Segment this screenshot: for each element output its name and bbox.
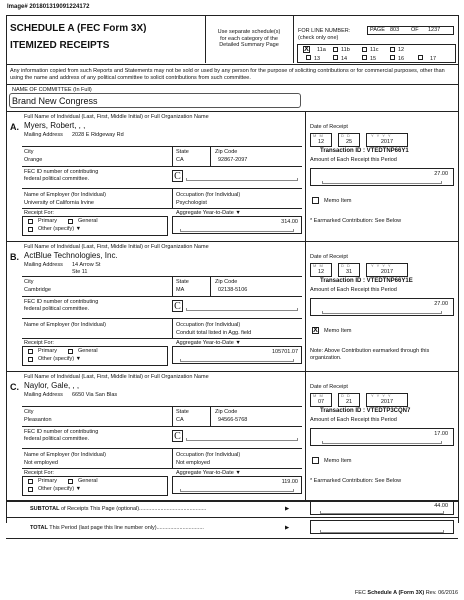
general-checkbox[interactable] [68, 219, 73, 224]
total-arrow: ▶ [285, 525, 290, 531]
receipt-day: 31 [345, 269, 353, 275]
state-label: State [176, 149, 189, 155]
receipt-month: 07 [317, 399, 325, 405]
employer-value: University of California Irvine [24, 200, 94, 206]
month-hint: M M [313, 263, 324, 268]
city-value: Pleasanton [24, 417, 52, 423]
contributor-name: Myers, Robert, , , [24, 121, 86, 130]
entry-letter: C. [10, 382, 19, 392]
month-hint: M M [313, 393, 324, 398]
receipt-for-label: Receipt For: [24, 340, 54, 346]
amount-value: 27.00 [434, 301, 448, 307]
amount-label: Amount of Each Receipt this Period [310, 287, 397, 293]
line-11c-checkbox[interactable] [362, 47, 367, 52]
mailing-label: Mailing Address [24, 392, 63, 398]
fec-id-label-1: FEC ID number of contributing [24, 429, 99, 435]
memo-checkbox[interactable] [312, 197, 319, 204]
line-12-label: 12 [398, 47, 405, 53]
amount-value: 17.00 [434, 431, 448, 437]
general-label: General [78, 218, 98, 224]
fec-id-c-box: C [172, 170, 183, 182]
line-14-label: 14 [341, 56, 348, 62]
subtotal-value: 44.00 [434, 503, 448, 509]
zip-value: 94566-5768 [218, 417, 248, 423]
line-14-checkbox[interactable] [333, 55, 338, 60]
receipt-for-label: Receipt For: [24, 210, 54, 216]
month-hint: M M [313, 133, 324, 138]
occupation-label: Occupation (for Individual) [176, 452, 241, 458]
line-11b-label: 11b [341, 47, 350, 53]
fec-id-label-1: FEC ID number of contributing [24, 299, 99, 305]
check-one-label: (check only one) [298, 35, 339, 41]
subtotal-label: SUBTOTAL of Receipts This Page (optional)............................................ [30, 506, 207, 512]
city-value: Orange [24, 157, 43, 163]
receipt-year: 2017 [380, 139, 394, 145]
day-hint: D D [341, 133, 351, 138]
zip-label: Zip Code [215, 279, 238, 285]
full-name-label: Full Name of Individual (Last, First, Middle Initial) or Full Organization Name [24, 114, 209, 120]
primary-label: Primary [38, 348, 57, 354]
primary-label: Primary [38, 478, 57, 484]
fec-id-c-box: C [172, 300, 183, 312]
entry-letter: A. [10, 122, 19, 132]
page-label: PAGE [370, 27, 385, 33]
year-hint: Y Y Y Y [371, 263, 392, 268]
receipt-year: 2017 [380, 269, 394, 275]
aggregate-label: Aggregate Year-to-Date ▼ [176, 210, 241, 216]
contributor-name: ActBlue Technologies, Inc. [24, 251, 118, 260]
date-of-receipt-label: Date of Receipt [310, 384, 348, 390]
year-hint: Y Y Y Y [371, 393, 392, 398]
other-checkbox[interactable] [28, 487, 33, 492]
aggregate-label: Aggregate Year-to-Date ▼ [176, 470, 241, 476]
amount-label: Amount of Each Receipt this Period [310, 417, 397, 423]
contributor-name: Naylor, Gale, , , [24, 381, 80, 390]
memo-checkbox[interactable] [312, 457, 319, 464]
memo-checkbox[interactable]: X [313, 327, 318, 334]
state-label: State [176, 409, 189, 415]
state-label: State [176, 279, 189, 285]
entry-note: * Earmarked Contribution: See Below [310, 478, 402, 484]
memo-label: Memo Item [324, 328, 352, 334]
other-label: Other (specify) ▼ [38, 486, 82, 492]
zip-label: Zip Code [215, 409, 238, 415]
page-of: OF [411, 27, 419, 33]
for-line-label: FOR LINE NUMBER: [298, 28, 351, 34]
general-checkbox[interactable] [68, 349, 73, 354]
receipt-year: 2017 [380, 399, 394, 405]
image-id: Image# 201801319091224172 [7, 4, 90, 10]
day-hint: D D [341, 263, 351, 268]
other-checkbox[interactable] [28, 357, 33, 362]
address-line-1: 6650 Via San Blas [72, 392, 118, 398]
committee-label: NAME OF COMMITTEE (In Full) [12, 87, 92, 93]
mailing-label: Mailing Address [24, 132, 63, 138]
general-checkbox[interactable] [68, 479, 73, 484]
line-11b-checkbox[interactable] [333, 47, 338, 52]
line-13-checkbox[interactable] [306, 55, 311, 60]
aggregate-value: 314.00 [281, 219, 298, 225]
general-label: General [78, 478, 98, 484]
occupation-value: Psychologist [176, 200, 207, 206]
receipt-day: 21 [345, 399, 353, 405]
receipt-month: 12 [317, 139, 325, 145]
line-11c-label: 11c [370, 47, 379, 53]
line-11a-checkbox[interactable]: X [304, 46, 309, 53]
full-name-label: Full Name of Individual (Last, First, Middle Initial) or Full Organization Name [24, 244, 209, 250]
general-label: General [78, 348, 98, 354]
transaction-id: Transaction ID : VTEDTP3CQN7 [320, 408, 411, 414]
fec-id-label-2: federal political committee. [24, 306, 90, 312]
form-subtitle: ITEMIZED RECEIPTS [10, 40, 110, 51]
primary-checkbox[interactable] [28, 349, 33, 354]
line-11a-label: 11a [317, 47, 326, 53]
transaction-id: Transaction ID : VTEDTNP66Y1 [320, 148, 409, 154]
occupation-label: Occupation (for Individual) [176, 322, 241, 328]
fec-id-label-1: FEC ID number of contributing [24, 169, 99, 175]
city-label: City [24, 409, 34, 415]
page-total: 1237 [428, 27, 441, 33]
state-value: CA [176, 157, 184, 163]
employer-label: Name of Employer (for Individual) [24, 452, 106, 458]
line-15-checkbox[interactable] [362, 55, 367, 60]
employer-label: Name of Employer (for Individual) [24, 322, 106, 328]
memo-label: Memo Item [324, 458, 352, 464]
zip-label: Zip Code [215, 149, 238, 155]
mailing-label: Mailing Address [24, 262, 63, 268]
city-label: City [24, 279, 34, 285]
other-label: Other (specify) ▼ [38, 356, 82, 362]
occupation-label: Occupation (for Individual) [176, 192, 241, 198]
year-hint: Y Y Y Y [371, 133, 392, 138]
entry-letter: B. [10, 252, 19, 262]
line-12-checkbox[interactable] [390, 47, 395, 52]
amount-value: 27.00 [434, 171, 448, 177]
entry-note: Note: Above Contribution earmarked through this organization. [310, 348, 430, 361]
primary-checkbox[interactable] [28, 479, 33, 484]
notice-text: Any information copied from such Reports and Statements may not be sold or used by any person for the purpose of soliciting contributions or for commercial purposes, other than using the name and address of any political committee to solicit contributions from such committee. [10, 68, 445, 81]
city-label: City [24, 149, 34, 155]
fec-id-c-box: C [172, 430, 183, 442]
line-16-label: 16 [398, 56, 405, 62]
total-label: TOTAL This Period (last page this line number only)............................... [30, 525, 204, 531]
occupation-value: Not employed [176, 460, 210, 466]
line-17-checkbox[interactable] [418, 55, 423, 60]
state-value: CA [176, 417, 184, 423]
committee-name: Brand New Congress [12, 96, 98, 106]
address-line-1: 14 Arrow St [72, 262, 101, 268]
state-value: MA [176, 287, 185, 293]
line-15-label: 15 [370, 56, 377, 62]
fec-id-label-2: federal political committee. [24, 176, 90, 182]
use-separate-note: Use separate schedule(s) for each category of the Detailed Summary Page [217, 29, 281, 48]
zip-value: 92867-2097 [218, 157, 248, 163]
subtotal-arrow: ▶ [285, 506, 290, 512]
fec-id-label-2: federal political committee. [24, 436, 90, 442]
primary-label: Primary [38, 218, 57, 224]
date-of-receipt-label: Date of Receipt [310, 124, 348, 130]
aggregate-value: 119.00 [281, 479, 298, 485]
receipt-month: 12 [317, 269, 325, 275]
receipt-for-label: Receipt For: [24, 470, 54, 476]
aggregate-label: Aggregate Year-to-Date ▼ [176, 340, 241, 346]
line-16-checkbox[interactable] [390, 55, 395, 60]
occupation-value: Conduit total listed in Agg. field [176, 330, 252, 336]
employer-label: Name of Employer (for Individual) [24, 192, 106, 198]
form-title: SCHEDULE A (FEC Form 3X) [10, 23, 147, 34]
primary-checkbox[interactable] [28, 219, 33, 224]
transaction-id: Transaction ID : VTEDTNP66Y1E [320, 278, 413, 284]
other-checkbox[interactable] [28, 227, 33, 232]
footer: FEC Schedule A (Form 3X) Rev. 06/2016 [354, 590, 458, 596]
line-17-label: 17 [430, 56, 437, 62]
line-13-label: 13 [314, 56, 321, 62]
full-name-label: Full Name of Individual (Last, First, Middle Initial) or Full Organization Name [24, 374, 209, 380]
day-hint: D D [341, 393, 351, 398]
memo-label: Memo Item [324, 198, 352, 204]
city-value: Cambridge [24, 287, 51, 293]
address-line-1: 2028 E Ridgeway Rd [72, 132, 124, 138]
aggregate-value: 105701.07 [272, 349, 298, 355]
receipt-day: 25 [345, 139, 353, 145]
entry-note: * Earmarked Contribution: See Below [310, 218, 402, 224]
other-label: Other (specify) ▼ [38, 226, 82, 232]
page-number: 803 [390, 27, 400, 33]
date-of-receipt-label: Date of Receipt [310, 254, 348, 260]
zip-value: 02138-5106 [218, 287, 248, 293]
address-line-2: Ste 11 [72, 269, 88, 275]
employer-value: Not employed [24, 460, 58, 466]
amount-label: Amount of Each Receipt this Period [310, 157, 397, 163]
